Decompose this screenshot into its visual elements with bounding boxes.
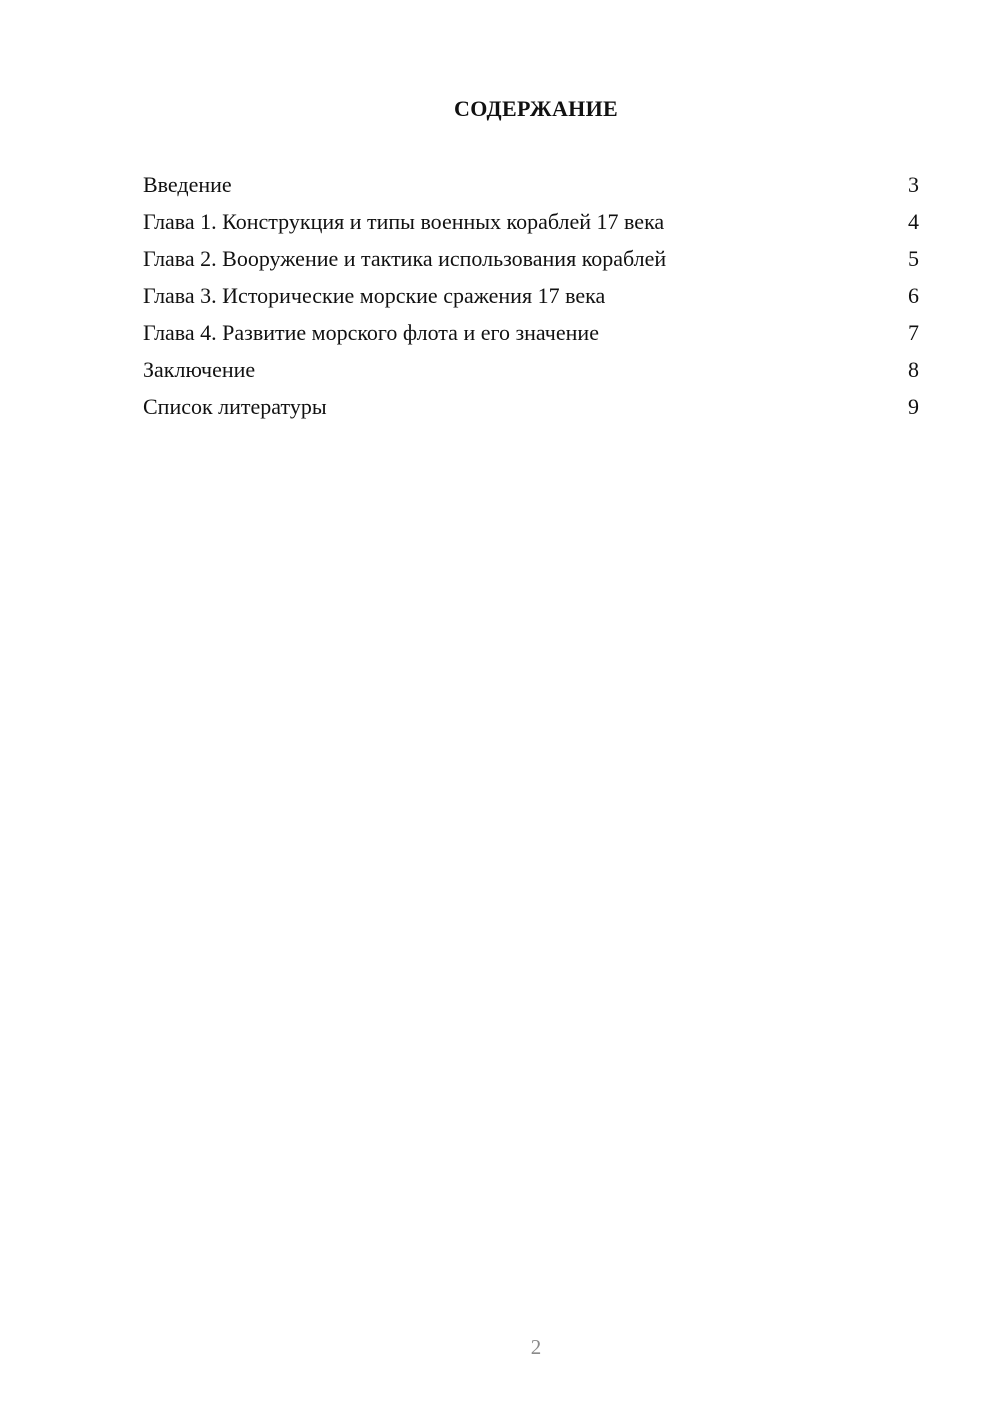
toc-item-chapter-3 xyxy=(143,281,919,318)
toc-item-chapter-2 xyxy=(143,244,919,281)
toc-item-page: 3 xyxy=(908,172,919,197)
toc-item-label: Заключение xyxy=(143,357,256,382)
toc-item-page: 9 xyxy=(908,394,919,419)
toc-item-label: Введение xyxy=(143,172,232,197)
toc-item-label: Глава 2. Вооружение и тактика использования кораблей xyxy=(143,246,667,271)
toc-item-chapter-4 xyxy=(143,318,919,355)
toc-item-label: Список литературы xyxy=(143,394,327,419)
toc-item-bibliography xyxy=(143,392,919,429)
table-of-contents xyxy=(143,170,919,429)
toc-item-label: Глава 1. Конструкция и типы военных кораблей 17 века xyxy=(143,209,665,234)
toc-item-chapter-1 xyxy=(143,207,919,244)
toc-item-conclusion xyxy=(143,355,919,392)
toc-item-page: 6 xyxy=(908,283,919,308)
toc-item-label: Глава 3. Исторические морские сражения 17 века xyxy=(143,283,606,308)
toc-item-page: 4 xyxy=(908,209,919,234)
toc-item-page: 5 xyxy=(908,246,919,271)
toc-item-label: Глава 4. Развитие морского флота и его значение xyxy=(143,320,599,345)
toc-item-page: 7 xyxy=(908,320,919,345)
toc-title: СОДЕРЖАНИЕ xyxy=(454,96,618,121)
toc-item-page: 8 xyxy=(908,357,919,382)
toc-item-introduction xyxy=(143,170,919,207)
page-number: 2 xyxy=(530,1335,542,1359)
